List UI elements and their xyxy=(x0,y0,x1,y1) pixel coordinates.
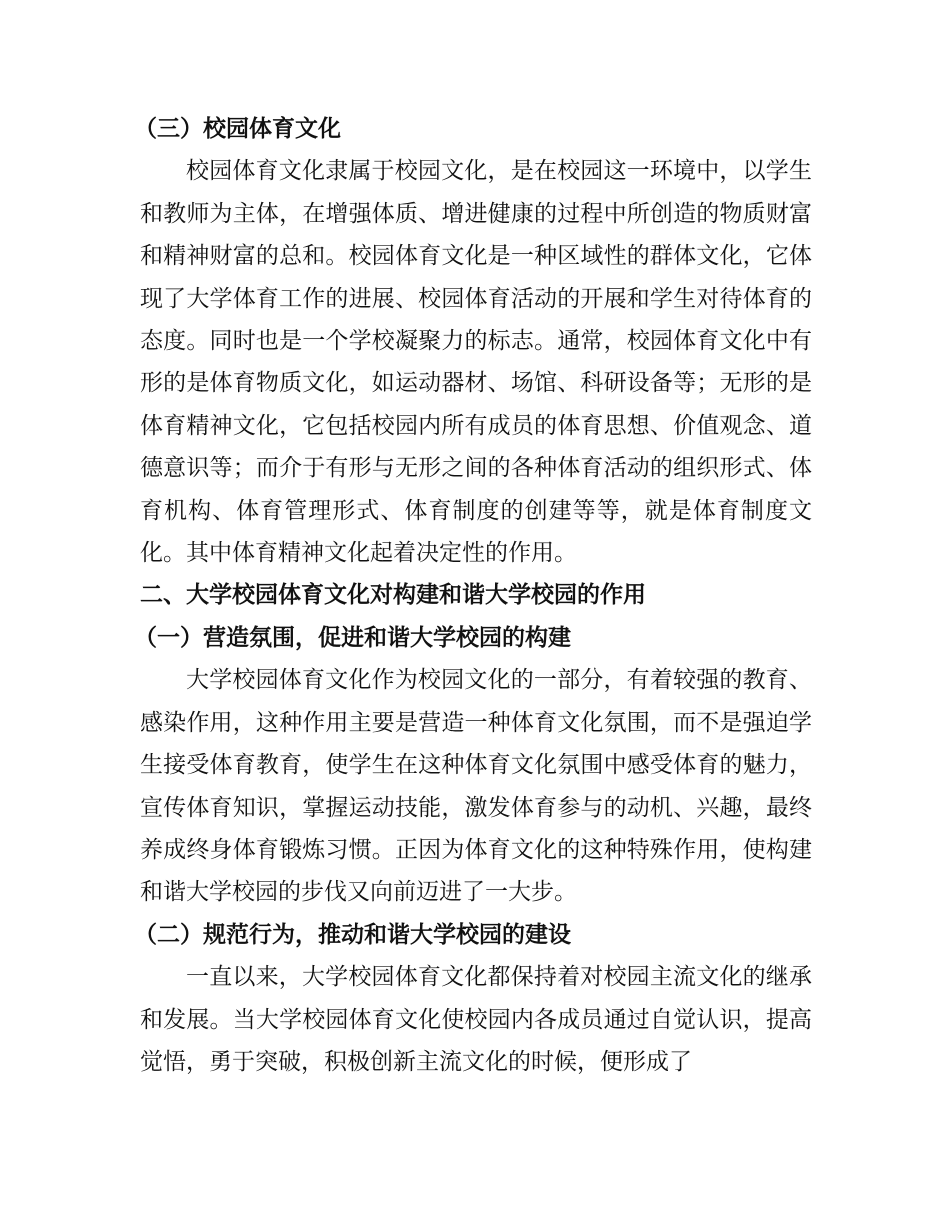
section-heading-create-atmosphere: （一）营造氛围，促进和谐大学校园的构建 xyxy=(134,623,571,651)
paragraph-campus-sports-culture: 校园体育文化隶属于校园文化，是在校园这一环境中，以学生和教师为主体，在增强体质、增进健康的过程中所创造的物质财富和精神财富的总和。校园体育文化是一种区域性的群体文化，它体现了大学体育工作的进展、校园体育活动的开展和学生对待体育的态度。同时也是一个学校凝聚力的标志。通常，校园体育文化中有形的是体育物质文化，如运动器材、场馆、科研设备等；无形的是体育精神文化，它包括校园内所有成员的体育思想、价值观念、道德意识等；而介于有形与无形之间的各种体育活动的组织形式、体育机构、体育管理形式、体育制度的创建等等，就是体育制度文化。其中体育精神文化起着决定性的作用。 xyxy=(140,158,812,567)
paragraph-regulate-behavior: 一直以来，大学校园体育文化都保持着对校园主流文化的继承和发展。当大学校园体育文化使校园内各成员通过自觉认识，提高觉悟，勇于突破，积极创新主流文化的时候，便形成了 xyxy=(140,964,812,1075)
paragraph-create-atmosphere: 大学校园体育文化作为校园文化的一部分，有着较强的教育、感染作用，这种作用主要是营造一种体育文化氛围，而不是强迫学生接受体育教育，使学生在这种体育文化氛围中感受体育的魅力，宣传体育知识，掌握运动技能，激发体育参与的动机、兴趣，最终养成终身体育锻炼习惯。正因为体育文化的这种特殊作用，使构建和谐大学校园的步伐又向前迈进了一大步。 xyxy=(140,667,812,906)
chapter-heading-role-of-sports-culture: 二、大学校园体育文化对构建和谐大学校园的作用 xyxy=(140,581,646,609)
section-heading-regulate-behavior: （二）规范行为，推动和谐大学校园的建设 xyxy=(134,920,571,948)
document-body xyxy=(134,108,812,1083)
section-heading-campus-sports-culture: （三）校园体育文化 xyxy=(134,115,341,142)
